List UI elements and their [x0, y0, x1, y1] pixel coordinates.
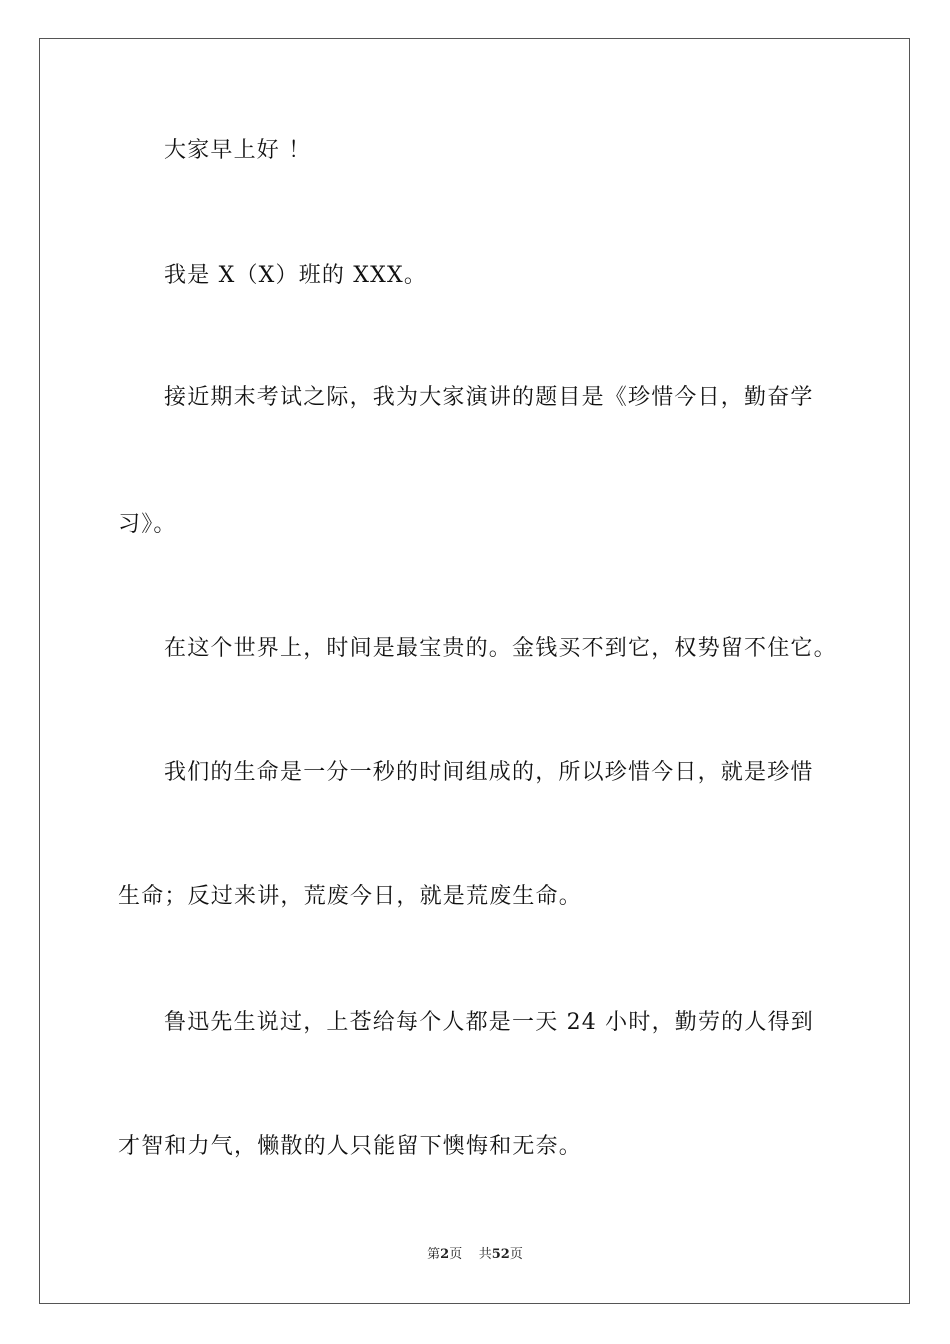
paragraph-topic-line-1: 接近期末考试之际，我为大家演讲的题目是《珍惜今日，勤奋学 [164, 385, 814, 410]
paragraph-time-value: 在这个世界上，时间是最宝贵的。金钱买不到它，权势留不住它。 [164, 636, 837, 661]
total-pages: 52 [491, 1247, 510, 1262]
paragraph-luxun-line-2: 才智和力气，懒散的人只能留下懊悔和无奈。 [118, 1134, 583, 1159]
page-footer [0, 1246, 950, 1264]
page-number: 2 [440, 1247, 450, 1262]
paragraph-life-line-2: 生命；反过来讲，荒废今日，就是荒废生命。 [118, 884, 583, 909]
paragraph-introduction: 我是 X（X）班的 XXX。 [164, 263, 428, 288]
paragraph-luxun-line-1: 鲁迅先生说过，上苍给每个人都是一天 24 小时，勤劳的人得到 [164, 1010, 814, 1035]
page-prefix: 第 [427, 1247, 441, 1262]
paragraph-greeting: 大家早上好 ！ [164, 138, 312, 163]
paragraph-topic-line-2: 习》。 [118, 512, 177, 537]
total-suffix: 页 [509, 1247, 523, 1262]
total-prefix: 共 [478, 1247, 492, 1262]
page-suffix: 页 [449, 1247, 463, 1262]
page-border [39, 38, 910, 1304]
paragraph-life-line-1: 我们的生命是一分一秒的时间组成的，所以珍惜今日，就是珍惜 [164, 760, 814, 785]
